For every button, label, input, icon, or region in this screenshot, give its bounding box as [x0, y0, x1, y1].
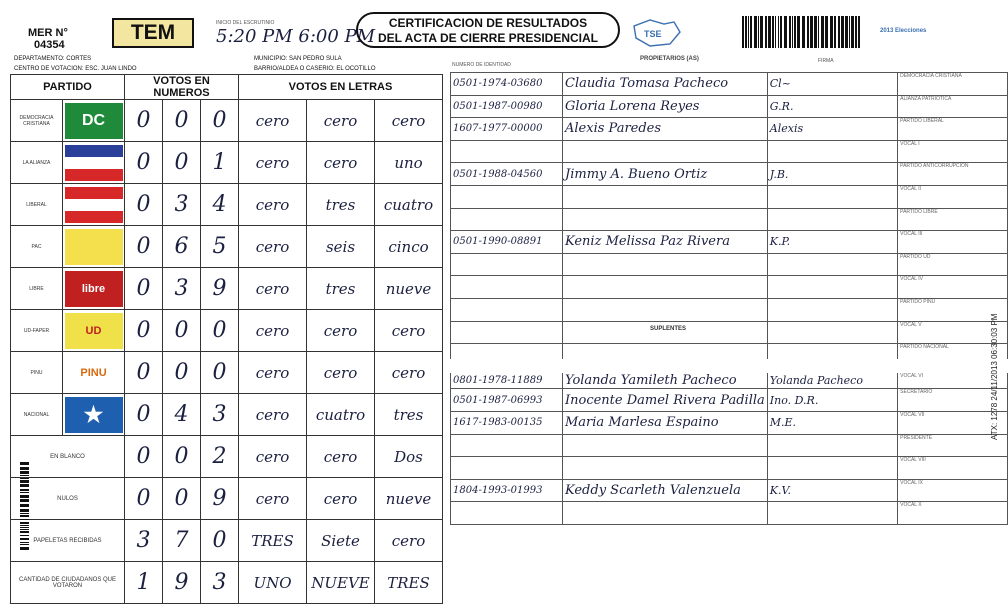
vote-digit: 0	[201, 310, 239, 352]
party-row	[11, 142, 443, 184]
vote-digit: 3	[201, 562, 239, 604]
id-number: 0501-1974-03680	[451, 73, 563, 96]
signature-row	[451, 389, 1008, 412]
id-number	[451, 344, 563, 367]
role-label: PARTIDO UD	[898, 253, 1008, 276]
time-label: INICIO DEL ESCRUTINIO	[216, 20, 275, 26]
signature: Alexis	[767, 118, 897, 141]
header-identidad: NUMERO DE IDENTIDAD	[452, 62, 511, 68]
vote-digit: 0	[125, 436, 163, 478]
signature: G.R.	[767, 95, 897, 118]
member-name	[563, 140, 768, 163]
cert-line-1: CERTIFICACION DE RESULTADOS	[388, 16, 588, 30]
vote-word: cero	[239, 352, 307, 394]
mer-number: 04354	[34, 39, 65, 51]
logo-text: DC	[81, 111, 106, 129]
signature-row	[451, 479, 1008, 502]
header-partido: PARTIDO	[11, 75, 125, 100]
vote-digit: 0	[201, 100, 239, 142]
party-logo	[63, 184, 125, 226]
role-label: VOCAL VII	[898, 411, 1008, 434]
signature-row	[451, 344, 1008, 367]
signature-row	[451, 208, 1008, 231]
vote-digit: 7	[163, 520, 201, 562]
id-number	[451, 185, 563, 208]
barcode-icon	[742, 16, 862, 48]
vote-word: cero	[375, 352, 443, 394]
vote-word: tres	[375, 394, 443, 436]
side-barcode	[20, 462, 29, 552]
vote-digit: 1	[201, 142, 239, 184]
signature-row	[451, 434, 1008, 457]
vote-word: cinco	[375, 226, 443, 268]
vote-digit: 5	[201, 226, 239, 268]
party-row	[11, 478, 443, 520]
logo-text: PINU	[80, 366, 107, 379]
tse-logo-icon	[630, 18, 684, 48]
vote-digit: 0	[125, 100, 163, 142]
vote-digit: 0	[125, 310, 163, 352]
role-label: VOCAL VI	[898, 366, 1008, 389]
party-logo	[63, 352, 125, 394]
timestamp-stamp: ATX: 1278 24/11/2013 06:30:03 PM	[990, 313, 999, 440]
member-name: Keniz Melissa Paz Rivera	[563, 231, 768, 254]
logo-text: UD	[85, 324, 102, 337]
role-label: PARTIDO LIBRE	[898, 208, 1008, 231]
vote-digit: 0	[125, 478, 163, 520]
signature-row	[451, 185, 1008, 208]
row-label: EN BLANCO	[11, 436, 125, 478]
mer-label: MER N°	[28, 27, 68, 39]
role-label: PARTIDO LIBERAL	[898, 118, 1008, 141]
vote-word: Siete	[307, 520, 375, 562]
member-name	[563, 321, 768, 344]
vote-digit: 0	[163, 100, 201, 142]
id-number	[451, 208, 563, 231]
party-name: LIBERAL	[11, 184, 63, 226]
party-name: PAC	[11, 226, 63, 268]
member-name	[563, 457, 768, 480]
signature-row	[451, 366, 1008, 389]
vote-word: tres	[307, 268, 375, 310]
role-label: VOCAL V	[898, 321, 1008, 344]
member-name	[563, 208, 768, 231]
party-logo-icon: ★	[65, 397, 123, 433]
vote-word: nueve	[375, 268, 443, 310]
vote-digit: 4	[201, 184, 239, 226]
signature: Cl~	[767, 73, 897, 96]
role-label: VOCAL IX	[898, 479, 1008, 502]
id-number	[451, 253, 563, 276]
member-name: Alexis Paredes	[563, 118, 768, 141]
signature	[767, 208, 897, 231]
party-row	[11, 394, 443, 436]
vote-word: cero	[239, 184, 307, 226]
signature-row	[451, 231, 1008, 254]
certificate-title	[356, 12, 620, 48]
vote-word: uno	[375, 142, 443, 184]
party-name: DEMOCRACIA CRISTIANA	[11, 100, 63, 142]
role-label: VOCAL III	[898, 231, 1008, 254]
id-number: 0501-1987-06993	[451, 389, 563, 412]
role-label: VOCAL VIII	[898, 457, 1008, 480]
party-name: NACIONAL	[11, 394, 63, 436]
signature	[767, 276, 897, 299]
vote-digit: 3	[163, 268, 201, 310]
vote-digit: 0	[163, 352, 201, 394]
role-label: PARTIDO ANTICORRUPCION	[898, 163, 1008, 186]
member-name: Gloria Lorena Reyes	[563, 95, 768, 118]
header-firma: FIRMA	[818, 58, 834, 64]
signature-row	[451, 321, 1008, 344]
vote-word: cero	[307, 352, 375, 394]
vote-word: cero	[239, 436, 307, 478]
party-logo-icon	[65, 145, 123, 181]
vote-digit: 0	[125, 142, 163, 184]
vote-word: cero	[239, 100, 307, 142]
vote-digit: 0	[163, 142, 201, 184]
signature-row	[451, 95, 1008, 118]
member-name	[563, 502, 768, 525]
vote-digit: 0	[201, 520, 239, 562]
id-number	[451, 276, 563, 299]
signature	[767, 253, 897, 276]
member-name: Jimmy A. Bueno Ortiz	[563, 163, 768, 186]
party-logo-icon	[65, 355, 123, 391]
signature-row	[451, 411, 1008, 434]
vote-digit: 1	[125, 562, 163, 604]
vote-word: seis	[307, 226, 375, 268]
signatures-table	[450, 72, 1008, 525]
vote-digit: 9	[163, 562, 201, 604]
vote-word: cero	[375, 100, 443, 142]
tse-logo	[630, 18, 684, 48]
suplentes-label: SUPLENTES	[650, 326, 687, 332]
municipio: MUNICIPIO: SAN PEDRO SULA	[254, 56, 342, 62]
id-number: 1607-1977-00000	[451, 118, 563, 141]
role-label: VOCAL II	[898, 185, 1008, 208]
id-number: 1804-1993-01993	[451, 479, 563, 502]
row-label: PAPELETAS RECIBIDAS	[11, 520, 125, 562]
header-numeros: VOTOS EN NUMEROS	[125, 75, 239, 100]
member-name	[563, 185, 768, 208]
role-label: PRESIDENTE	[898, 434, 1008, 457]
id-number	[451, 434, 563, 457]
signature: Yolanda Pacheco	[767, 366, 897, 389]
header-letras: VOTOS EN LETRAS	[239, 75, 443, 100]
id-number: 0501-1990-08891	[451, 231, 563, 254]
vote-digit: 3	[125, 520, 163, 562]
party-row	[11, 352, 443, 394]
side-barcode-icon	[20, 462, 29, 552]
vote-digit: 4	[163, 394, 201, 436]
vote-digit: 0	[163, 436, 201, 478]
member-name: Inocente Damel Rivera Padilla	[563, 389, 768, 412]
vote-word: nueve	[375, 478, 443, 520]
party-name: UD-FAPER	[11, 310, 63, 352]
id-number: 0801-1978-11889	[451, 366, 563, 389]
signature-row	[451, 502, 1008, 525]
row-label: CANTIDAD DE CIUDADANOS QUE VOTARON	[11, 562, 125, 604]
id-number	[451, 140, 563, 163]
votes-table	[10, 74, 443, 604]
member-name: Maria Marlesa Espaino	[563, 411, 768, 434]
vote-word: TRES	[375, 562, 443, 604]
vote-word: TRES	[239, 520, 307, 562]
member-name	[563, 253, 768, 276]
signature-row	[451, 298, 1008, 321]
party-row	[11, 436, 443, 478]
centro-votacion: CENTRO DE VOTACION: ESC. JUAN LINDO	[14, 66, 137, 72]
logo-text: libre	[81, 282, 106, 295]
id-number: 0501-1988-04560	[451, 163, 563, 186]
election-year-logo: 2013 Elecciones	[880, 28, 927, 34]
party-name: PINU	[11, 352, 63, 394]
vote-word: cero	[239, 226, 307, 268]
role-label: SECRETARIO	[898, 389, 1008, 412]
party-name: LIBRE	[11, 268, 63, 310]
party-logo	[63, 100, 125, 142]
vote-word: tres	[307, 184, 375, 226]
role-label: PARTIDO NACIONAL	[898, 344, 1008, 367]
vote-word: cero	[307, 310, 375, 352]
party-logo-icon	[65, 271, 123, 307]
vote-digit: 0	[163, 310, 201, 352]
time-value: 5:20 PM 6:00 PM	[216, 26, 376, 47]
vote-digit: 0	[201, 352, 239, 394]
signature-row	[451, 118, 1008, 141]
cert-line-2: DEL ACTA DE CIERRE PRESIDENCIAL	[377, 31, 599, 45]
party-row	[11, 184, 443, 226]
vote-digit: 9	[201, 478, 239, 520]
member-name: Keddy Scarleth Valenzuela	[563, 479, 768, 502]
signature	[767, 298, 897, 321]
role-label: DEMOCRACIA CRISTIANA	[898, 73, 1008, 96]
vote-word: cero	[375, 520, 443, 562]
vote-word: NUEVE	[307, 562, 375, 604]
party-logo-icon	[65, 313, 123, 349]
signature	[767, 321, 897, 344]
barcode	[742, 16, 862, 48]
role-label: PARTIDO PINU	[898, 298, 1008, 321]
member-name	[563, 298, 768, 321]
vote-word: cero	[307, 436, 375, 478]
party-row	[11, 100, 443, 142]
party-logo	[63, 268, 125, 310]
role-label: VOCAL I	[898, 140, 1008, 163]
signature-row	[451, 276, 1008, 299]
role-label: VOCAL X	[898, 502, 1008, 525]
signature: K.V.	[767, 479, 897, 502]
party-logo	[63, 142, 125, 184]
party-row	[11, 562, 443, 604]
member-name: Claudia Tomasa Pacheco	[563, 73, 768, 96]
party-logo	[63, 394, 125, 436]
vote-word: cuatro	[307, 394, 375, 436]
party-row	[11, 310, 443, 352]
signature	[767, 457, 897, 480]
party-row	[11, 520, 443, 562]
id-number	[451, 321, 563, 344]
signature-row	[451, 163, 1008, 186]
signature	[767, 344, 897, 367]
party-logo	[63, 226, 125, 268]
signature: M.E.	[767, 411, 897, 434]
vote-word: cero	[239, 268, 307, 310]
party-logo-icon	[65, 229, 123, 265]
vote-word: cero	[239, 142, 307, 184]
role-label: ALIANZA PATRIOTICA	[898, 95, 1008, 118]
signature	[767, 434, 897, 457]
id-number	[451, 298, 563, 321]
vote-word: cero	[239, 394, 307, 436]
vote-digit: 0	[125, 352, 163, 394]
tem-box: TEM	[112, 18, 194, 48]
party-logo-icon	[65, 103, 123, 139]
party-logo	[63, 310, 125, 352]
vote-word: cero	[307, 142, 375, 184]
vote-word: cero	[307, 100, 375, 142]
vote-digit: 0	[125, 184, 163, 226]
vote-word: cero	[239, 310, 307, 352]
vote-word: cero	[239, 478, 307, 520]
vote-digit: 3	[163, 184, 201, 226]
vote-digit: 0	[163, 478, 201, 520]
signature-row	[451, 73, 1008, 96]
vote-digit: 0	[125, 268, 163, 310]
departamento: DEPARTAMENTO: CORTES	[14, 56, 92, 62]
member-name	[563, 344, 768, 367]
vote-digit: 0	[125, 226, 163, 268]
party-name: LA ALIANZA	[11, 142, 63, 184]
vote-word: UNO	[239, 562, 307, 604]
id-number	[451, 457, 563, 480]
vote-digit: 2	[201, 436, 239, 478]
id-number	[451, 502, 563, 525]
row-label: NULOS	[11, 478, 125, 520]
signature-row	[451, 253, 1008, 276]
role-label: VOCAL IV	[898, 276, 1008, 299]
vote-digit: 0	[125, 394, 163, 436]
member-name: Yolanda Yamileth Pacheco	[563, 366, 768, 389]
vote-word: cero	[375, 310, 443, 352]
vote-word: Dos	[375, 436, 443, 478]
member-name	[563, 276, 768, 299]
signature: K.P.	[767, 231, 897, 254]
party-row	[11, 268, 443, 310]
id-number: 1617-1983-00135	[451, 411, 563, 434]
barrio: BARRIO/ALDEA O CASERIO: EL OCOTILLO	[254, 66, 376, 72]
vote-digit: 3	[201, 394, 239, 436]
party-logo-icon	[65, 187, 123, 223]
member-name	[563, 434, 768, 457]
signature	[767, 140, 897, 163]
party-row	[11, 226, 443, 268]
header-propietarios: PROPIETARIOS (AS)	[640, 56, 699, 62]
vote-digit: 9	[201, 268, 239, 310]
id-number: 0501-1987-00980	[451, 95, 563, 118]
signature-row	[451, 140, 1008, 163]
signature	[767, 502, 897, 525]
vote-word: cuatro	[375, 184, 443, 226]
signature: Ino. D.R.	[767, 389, 897, 412]
vote-word: cero	[307, 478, 375, 520]
tse-text: TSE	[644, 29, 662, 39]
signature-row	[451, 457, 1008, 480]
vote-digit: 6	[163, 226, 201, 268]
signature	[767, 185, 897, 208]
signature: J.B.	[767, 163, 897, 186]
